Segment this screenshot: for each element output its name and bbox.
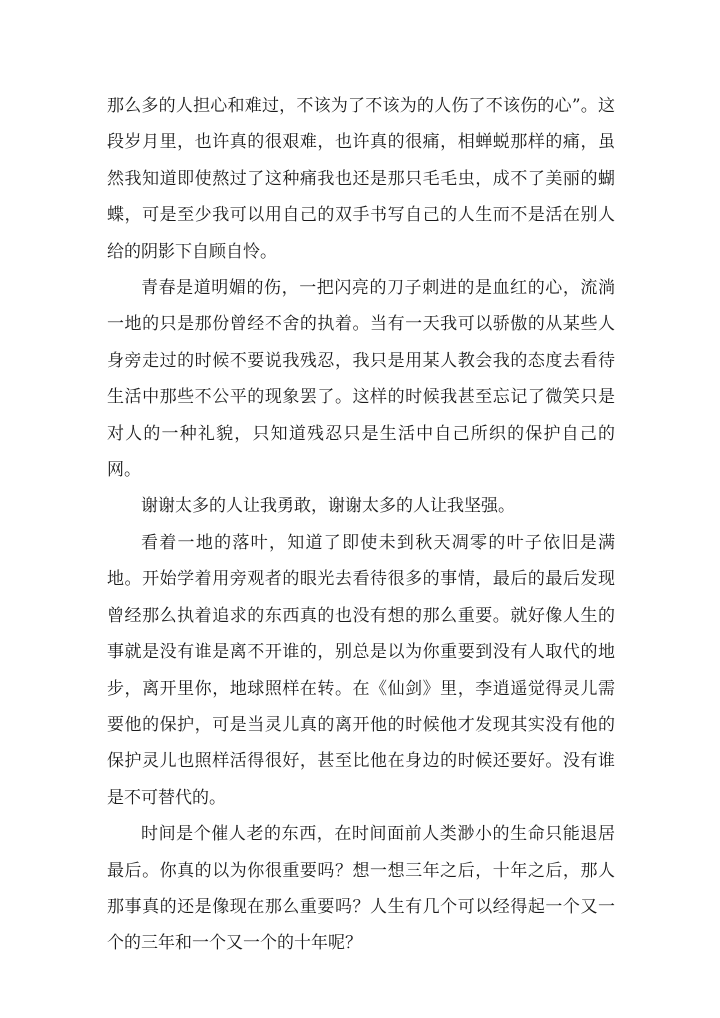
- paragraph-4: 看着一地的落叶，知道了即使未到秋天凋零的叶子依旧是满地。开始学着用旁观者的眼光去看待很多的事情，最后的最后发现曾经那么执着追求的东西真的也没有想的那么重要。就好像人生的事就是没有谁是离不开谁的，别总是以为你重要到没有人取代的地步，离开里你，地球照样在转。在《仙剑》里，李逍遥觉得灵儿需要他的保护，可是当灵儿真的离开他的时候他才发现其实没有他的保护灵儿也照样活得很好，甚至比他在身边的时候还要好。没有谁是不可替代的。: [107, 532, 615, 808]
- paragraph-2: 青春是道明媚的伤，一把闪亮的刀子刺进的是血红的心，流淌一地的只是那份曾经不舍的执着。当有一天我可以骄傲的从某些人身旁走过的时候不要说我残忍，我只是用某人教会我的态度去看待生活中那些不公平的现象罢了。这样的时候我甚至忘记了微笑只是对人的一种礼貌，只知道残忍只是生活中自己所织的保护自己的网。: [107, 278, 615, 481]
- document-body: [107, 88, 615, 962]
- paragraph-3: 谢谢太多的人让我勇敢，谢谢太多的人让我坚强。: [141, 496, 515, 517]
- paragraph-5: 时间是个催人老的东西，在时间面前人类渺小的生命只能退居最后。你真的以为你很重要吗？想一想三年之后，十年之后，那人那事真的还是像现在那么重要吗？人生有几个可以经得起一个又一个的三年和一个又一个的十年呢？: [107, 824, 615, 954]
- paragraph-1: 那么多的人担心和难过，不该为了不该为的人伤了不该伤的心”。这段岁月里，也许真的很艰难，也许真的很痛，相蝉蜕那样的痛，虽然我知道即使熬过了这种痛我也还是那只毛毛虫，成不了美丽的蝴蝶，可是至少我可以用自己的双手书写自己的人生而不是活在别人给的阴影下自顾自怜。: [107, 96, 615, 262]
